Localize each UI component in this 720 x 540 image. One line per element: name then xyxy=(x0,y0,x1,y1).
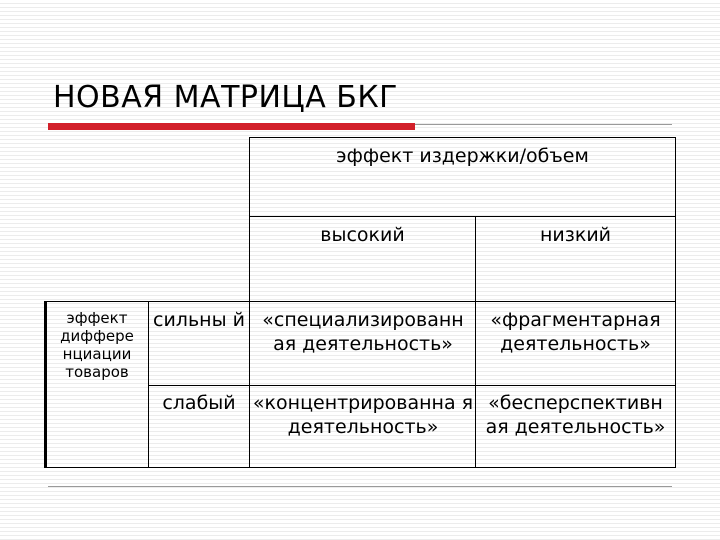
header-divider xyxy=(249,216,676,217)
cell-specialized-activity: «специализированн ая деятельность» xyxy=(262,309,464,355)
column-header-low: низкий xyxy=(539,224,612,246)
column-header-high: высокий xyxy=(320,224,405,246)
row-label-strong: сильны й xyxy=(153,309,245,331)
table-border-right xyxy=(675,137,676,468)
table-border-top xyxy=(249,137,676,138)
row-label-weak: слабый xyxy=(162,392,236,414)
table-border-bottom xyxy=(44,467,676,468)
column-divider-label xyxy=(249,301,250,468)
slide-title: НОВАЯ МАТРИЦА БКГ xyxy=(53,80,398,115)
cell-unpromising-activity: «бесперспективн ая деятельность» xyxy=(485,392,666,438)
table-border-left xyxy=(44,301,47,468)
cell-concentrated-activity: «концентрированна я деятельность» xyxy=(252,392,474,438)
title-accent-bar xyxy=(48,123,415,130)
footer-rule xyxy=(48,486,672,487)
row-header-differentiation: эффект диффере нциации товаров xyxy=(60,309,134,381)
cell-fragmented-activity: «фрагментарная деятельность» xyxy=(490,309,661,355)
row-divider-middle xyxy=(148,385,676,386)
row-divider-top xyxy=(44,301,676,302)
header-cost-effect: эффект издержки/объем xyxy=(336,145,589,167)
